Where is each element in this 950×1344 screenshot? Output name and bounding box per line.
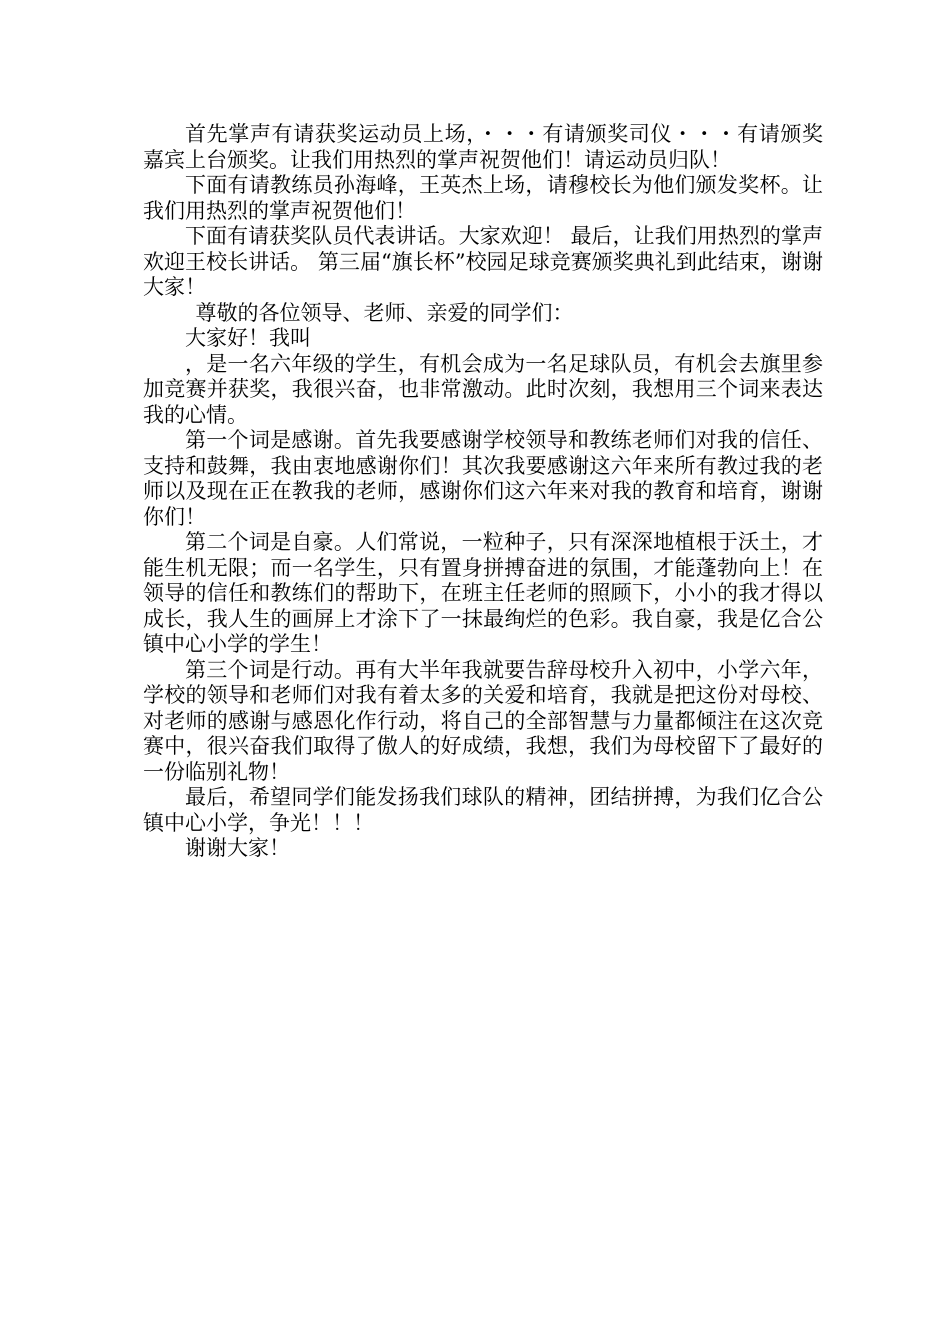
paragraph-action: 第三个词是行动。再有大半年我就要告辞母校升入初中，小学六年，学校的领导和老师们对我有着太多的关爱和培育，我就是把这份对母校、对老师的感谢与感恩化作行动，将自己的全部智慧与力量都倾注在这次竞赛中，很兴奋我们取得了傲人的好成绩，我想，我们为母校留下了最好的一份临别礼物！ — [143, 657, 823, 784]
paragraph-closing: 下面有请获奖队员代表讲话。大家欢迎！ 最后，让我们用热烈的掌声欢迎王校长讲话。 第三届“旗长杯”校园足球竞赛颁奖典礼到此结束，谢谢大家！ — [143, 224, 823, 299]
paragraph-coach-trophy: 下面有请教练员孙海峰，王英杰上场，请穆校长为他们颁发奖杯。让我们用热烈的掌声祝贺他们！ — [143, 173, 823, 223]
paragraph-gratitude: 第一个词是感谢。首先我要感谢学校领导和教练老师们对我的信任、支持和鼓舞，我由衷地感谢你们！其次我要感谢这六年来所有教过我的老师以及现在正在教我的老师，感谢你们这六年来对我的教育和培育，谢谢你们！ — [143, 428, 823, 529]
paragraph-hope: 最后，希望同学们能发扬我们球队的精神，团结拼搏，为我们亿合公镇中心小学，争光！！！ — [143, 785, 823, 835]
paragraph-introduction: ，是一名六年级的学生，有机会成为一名足球队员，有机会去旗里参加竞赛并获奖，我很兴奋，也非常激动。此时次刻，我想用三个词来表达我的心情。 — [143, 351, 823, 427]
paragraph-pride: 第二个词是自豪。人们常说，一粒种子，只有深深地植根于沃土，才能生机无限；而一名学生，只有置身拼搏奋进的氛围，才能蓬勃向上！在领导的信任和教练们的帮助下，在班主任老师的照顾下，小小的我才得以成长，我人生的画屏上才涂下了一抹最绚烂的色彩。我自豪，我是亿合公镇中心小学的学生！ — [143, 530, 823, 656]
paragraph-greeting: 大家好！我叫 — [185, 326, 311, 350]
paragraph-thanks: 谢谢大家！ — [185, 836, 290, 860]
document-body — [143, 122, 823, 862]
paragraph-award-ceremony: 首先掌声有请获奖运动员上场，・・・有请颁奖司仪・・・有请颁奖嘉宾上台颁奖。让我们用热烈的掌声祝贺他们！请运动员归队！ — [143, 122, 823, 172]
paragraph-salutation: 尊敬的各位领导、老师、亲爱的同学们： — [195, 300, 574, 325]
